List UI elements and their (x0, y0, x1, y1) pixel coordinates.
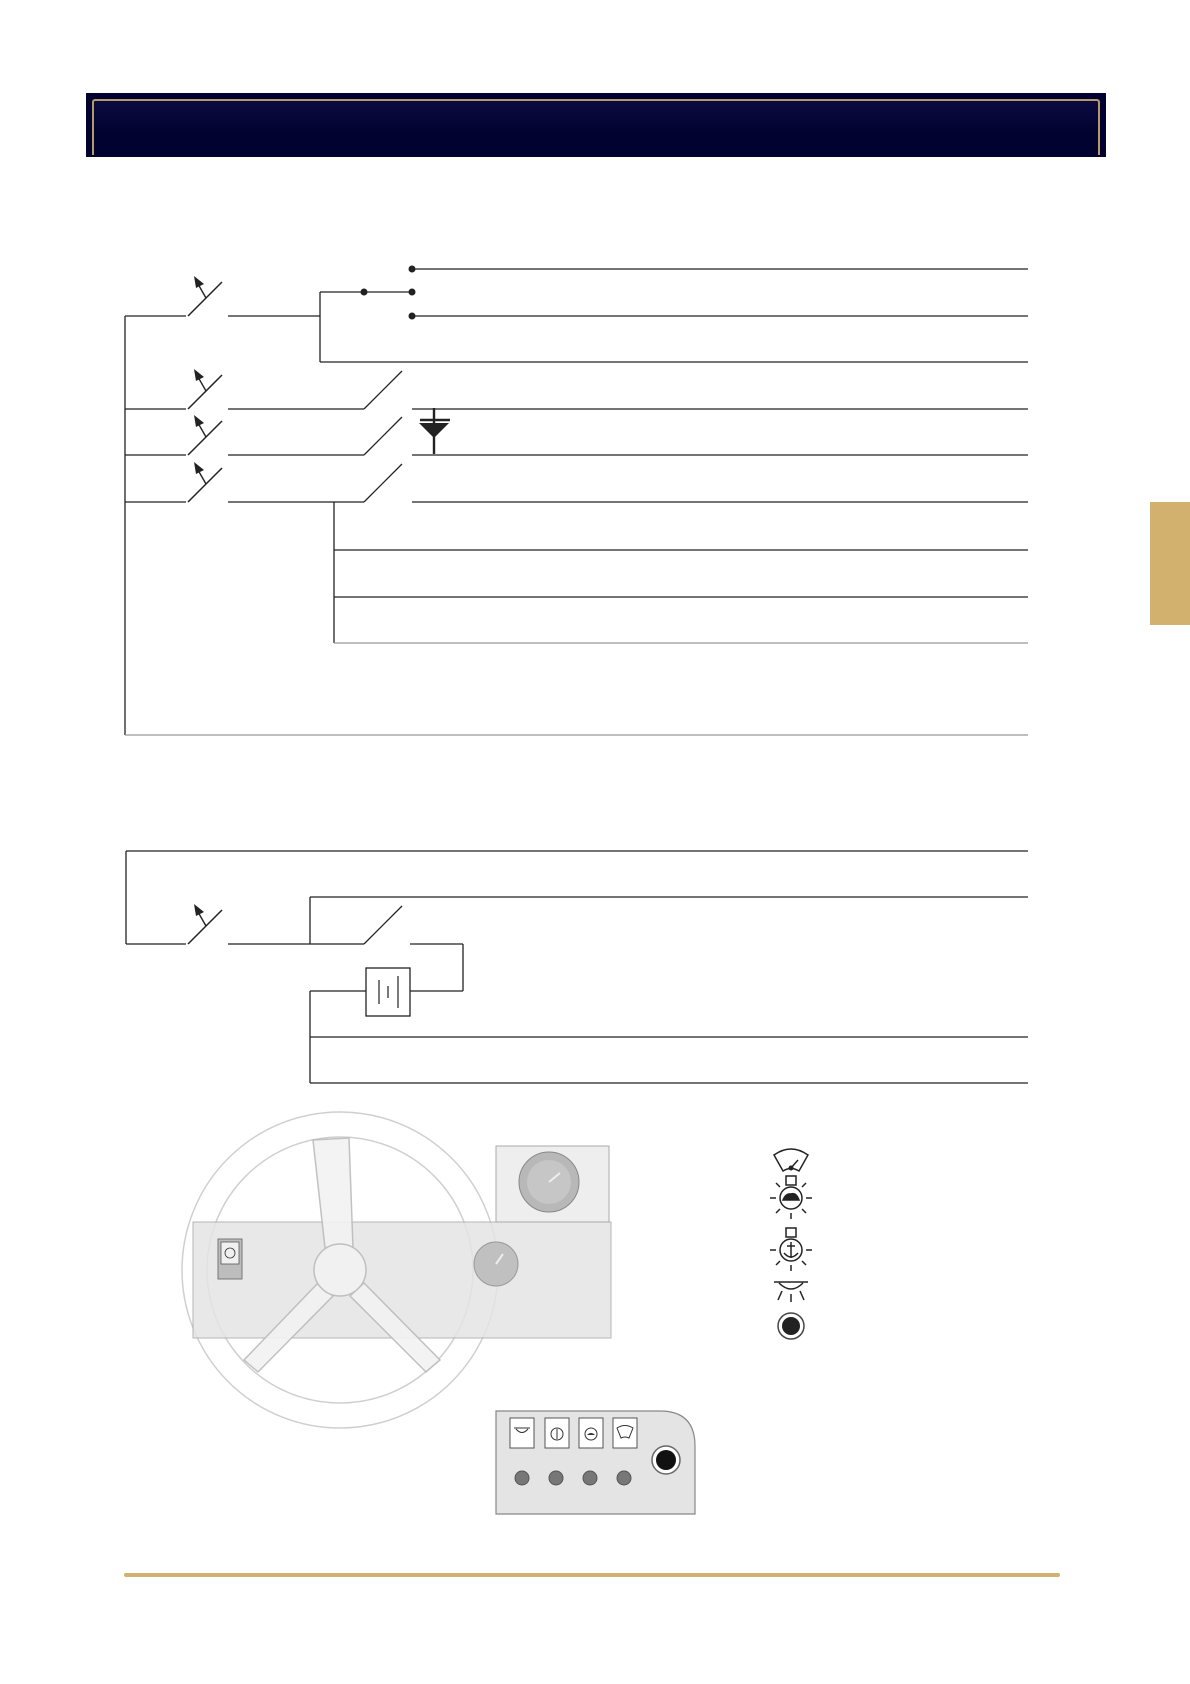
switch-icon[interactable] (188, 369, 222, 409)
switch-icon[interactable] (188, 462, 222, 502)
footer-rule (124, 1573, 1060, 1577)
low-beam-icon (770, 1176, 812, 1219)
interior-light-icon (774, 1282, 808, 1302)
panel-warning-lamp (652, 1446, 680, 1474)
relay-icon (366, 968, 410, 1016)
switch-panel (496, 1411, 695, 1514)
lower-circuit (126, 851, 1028, 1083)
junction-dot (361, 289, 368, 296)
switch-icon[interactable] (188, 904, 222, 944)
junction-dot (409, 289, 416, 296)
wiper-icon (774, 1149, 808, 1171)
switch-icon[interactable] (188, 415, 222, 455)
dash-gauge (519, 1152, 579, 1212)
legend-icons (770, 1149, 812, 1302)
dash-gauge (474, 1242, 518, 1286)
diode-icon (419, 408, 450, 454)
junction-dot (409, 313, 416, 320)
warning-light-icon (778, 1313, 804, 1339)
dash-switch[interactable] (218, 1239, 242, 1279)
junction-dot (409, 266, 416, 273)
fog-light-icon (770, 1228, 812, 1271)
switch-icon[interactable] (188, 276, 222, 316)
upper-circuit (125, 269, 1028, 735)
